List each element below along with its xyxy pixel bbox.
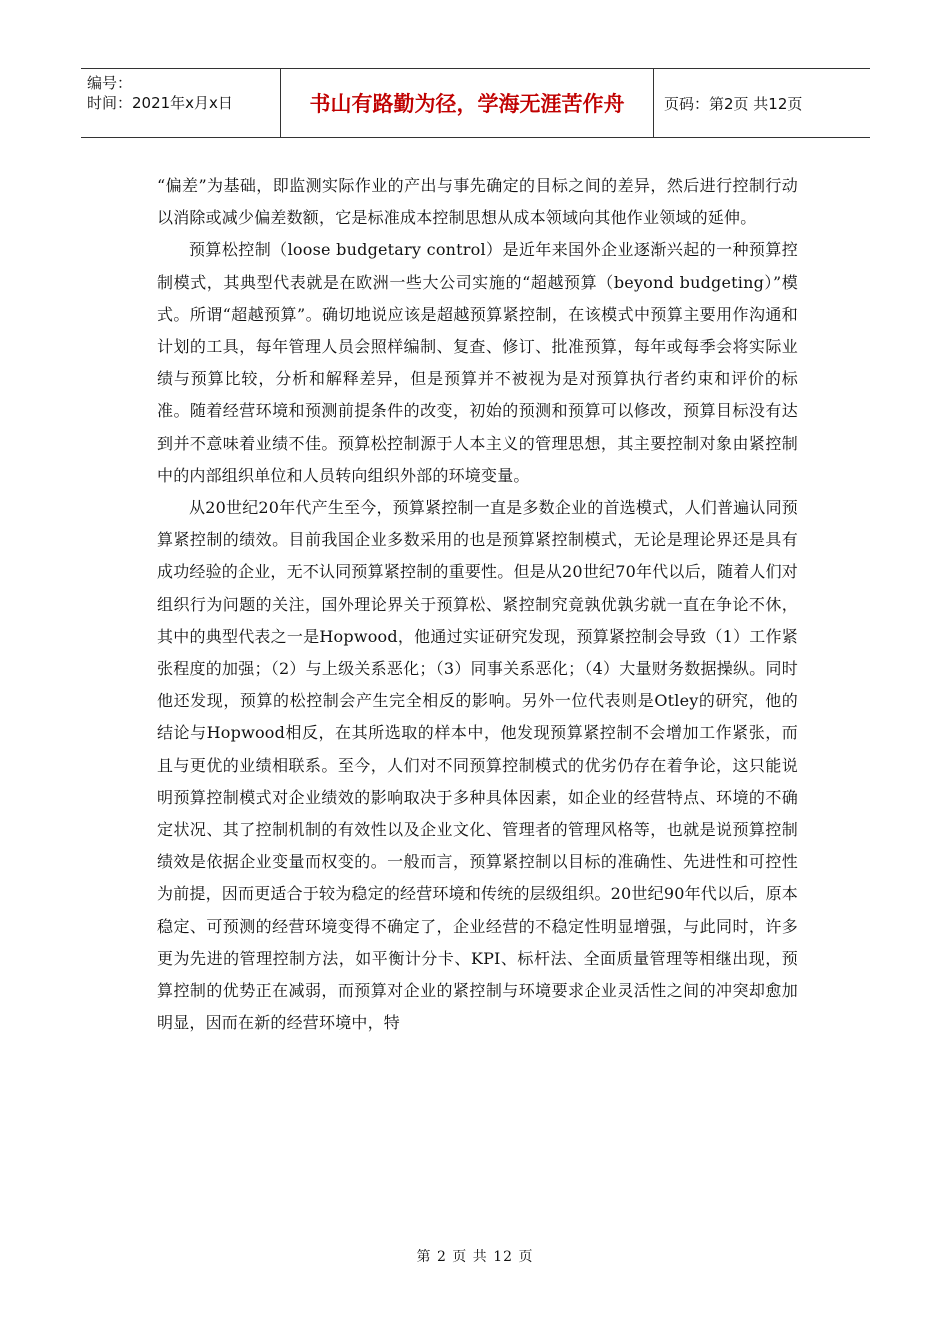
header-meta [81,69,281,137]
paragraph-continuation: “偏差”为基础，即监测实际作业的产出与事先确定的目标之间的差异，然后进行控制行动以消除或减少偏差数额，它是标准成本控制思想从成本领域向其他作业领域的延伸。 [157,176,798,228]
paragraph-debate: 从20世纪20年代产生至今，预算紧控制一直是多数企业的首选模式，人们普遍认同预算紧控制的绩效。目前我国企业多数采用的也是预算紧控制模式，无论是理论界还是具有成功经验的企业，无不认同预算紧控制的重要性。但是从20世纪70年代以后，随着人们对组织行为问题的关注，国外理论界关于预算松、紧控制究竟孰优孰劣就一直在争论不休，其中的典型代表之一是Hopwood，他通过实证研究发现，预算紧控制会导致（1）工作紧张程度的加强；（2）与上级关系恶化；（3）同事关系恶化；（4）大量财务数据操纵。同时他还发现，预算的松控制会产生完全相反的影响。另外一位代表则是Otley的研究，他的结论与Hopwood相反，在其所选取的样本中，他发现预算紧控制不会增加工作紧张，而且与更优的业绩相联系。至今，人们对不同预算控制模式的优劣仍存在着争论，这只能说明预算控制模式对企业绩效的影响取决于多种具体因素，如企业的经营特点、环境的不确定状况、其了控制机制的有效性以及企业文化、管理者的管理风格等，也就是说预算控制绩效是依据企业变量而权变的。一般而言，预算紧控制以目标的准确性、先进性和可控性为前提，因而更适合于较为稳定的经营环境和传统的层级组织。20世纪90年代以后，原本稳定、可预测的经营环境变得不确定了，企业经营的不稳定性明显增强，与此同时，许多更为先进的管理控制方法，如平衡计分卡、KPI、标杆法、全面质量管理等相继出现，预算控制的优势正在减弱，而预算对企业的紧控制与环境要求企业灵活性之间的冲突却愈加明显，因而在新的经营环境中，特 [157,498,798,1033]
document-number: 编号： [87,74,133,92]
document-body [157,170,798,1039]
header-page-number: 页码：第2页 共12页 [664,94,803,113]
header-motto: 书山有路勤为径，学海无涯苦作舟 [281,69,654,137]
page-footer: 第 2 页 共 12 页 [416,1249,534,1265]
page-header [81,68,870,138]
document-time: 时间：2021年x月x日 [87,94,233,112]
paragraph-loose-control: 预算松控制（loose budgetary control）是近年来国外企业逐渐兴起的一种预算控制模式，其典型代表就是在欧洲一些大公司实施的“超越预算（beyond budgeting）”模式。所谓“超越预算”。确切地说应该是超越预算紧控制，在该模式中预算主要用作沟通和计划的工具，每年管理人员会照样编制、复查、修订、批准预算，每年或每季会将实际业绩与预算比较，分析和解释差异，但是预算并不被视为是对预算执行者约束和评价的标准。随着经营环境和预测前提条件的改变，初始的预测和预算可以修改，预算目标没有达到并不意味着业绩不佳。预算松控制源于人本主义的管理思想，其主要控制对象由紧控制中的内部组织单位和人员转向组织外部的环境变量。 [157,240,798,485]
